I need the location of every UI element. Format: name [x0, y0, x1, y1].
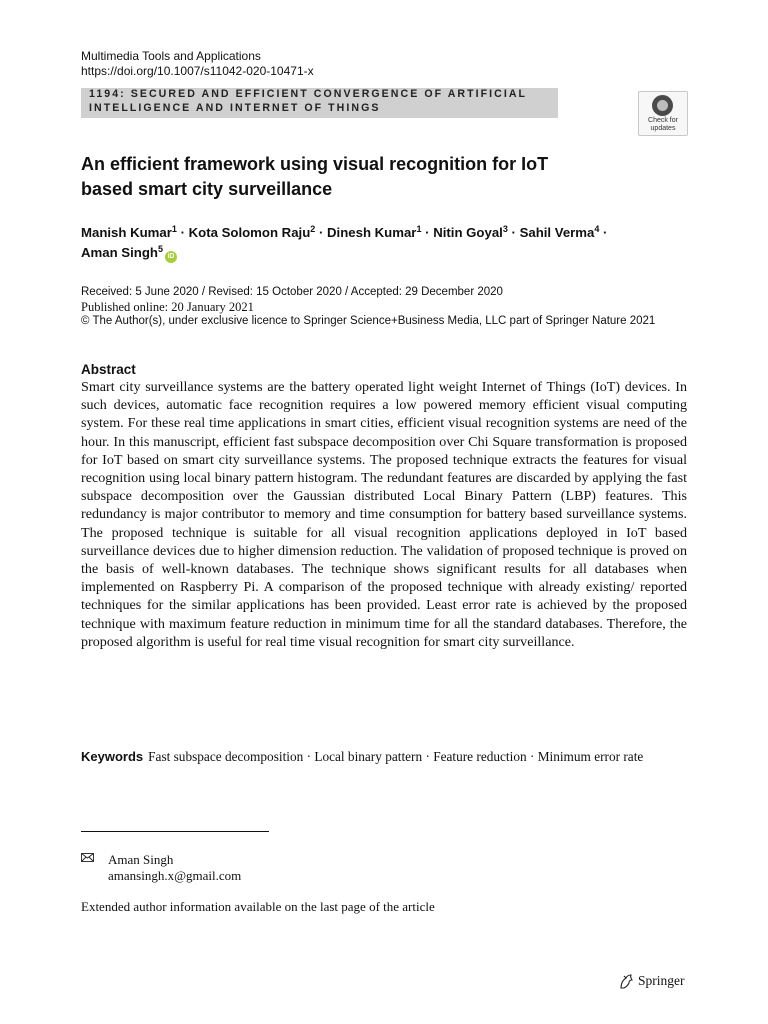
author-separator: · — [425, 225, 430, 240]
journal-name: Multimedia Tools and Applications — [81, 49, 261, 63]
springer-horse-icon — [618, 973, 635, 990]
affiliation-number: 3 — [502, 224, 508, 234]
author-name[interactable]: Manish Kumar — [81, 225, 172, 240]
abstract-heading: Abstract — [81, 362, 136, 377]
corresponding-author-email[interactable]: amansingh.x@gmail.com — [108, 868, 242, 883]
affiliation-number: 2 — [310, 224, 316, 234]
affiliation-number: 1 — [416, 224, 422, 234]
doi-link[interactable]: https://doi.org/10.1007/s11042-020-10471-x — [81, 64, 314, 78]
footnote-divider — [81, 831, 269, 832]
topical-collection-banner — [81, 88, 558, 118]
journal-header — [81, 49, 314, 79]
published-date: Published online: 20 January 2021 — [81, 300, 254, 314]
affiliation-number: 5 — [157, 244, 163, 254]
author-name[interactable]: Nitin Goyal — [433, 225, 503, 240]
author-separator: · — [603, 225, 608, 240]
check-updates-icon — [652, 95, 673, 116]
check-label-2: updates — [650, 124, 676, 132]
affiliation-number: 4 — [594, 224, 600, 234]
author-separator: · — [318, 225, 324, 240]
author-list — [81, 223, 721, 263]
article-title — [81, 152, 641, 202]
abstract-text: Smart city surveillance systems are the battery operated light weight Internet of Things (IoT) devices. In such devices, automatic face recognition requires a low powered memory efficient visual computing system. For these real time applications in smart cities, efficient visual recognition systems are need of the hour. In this manuscript, efficient fast subspace decomposition over Chi Square transformation is proposed for IoT based on smart city surveillance systems. The proposed technique extracts the features for visual recognition using local binary pattern histogram. The redundant features are discarded by applying the fast subspace decomposition over the Gaussian distributed Local Binary Pattern (LBP) features. This redundancy is major contributor to memory and time consumption for battery based surveillance systems. The proposed technique is suitable for all visual recognition applications deployed in IoT based surveillance devices due to higher dimension reduction. The validation of proposed technique is proved on the basis of well-known databases. The technique shows significant results for all databases when implemented on Raspberry Pi. A comparison of the proposed technique with already existing/ reported techniques for the similar applications has been provided. Least error rate is achieved by the proposed technique with maximum feature reduction in minimum time for all the standard databases. Therefore, the proposed algorithm is useful for real time visual recognition for smart city surveillance. — [81, 379, 687, 650]
keywords-label: Keywords — [81, 749, 144, 764]
author-separator: · — [180, 225, 185, 240]
article-dates: Received: 5 June 2020 / Revised: 15 October 2020 / Accepted: 29 December 2020 — [81, 286, 503, 298]
title-line-1: An efficient framework using visual recognition for IoT — [81, 154, 549, 174]
corresponding-author-name: Aman Singh — [108, 852, 174, 867]
author-name[interactable]: Dinesh Kumar — [327, 225, 417, 240]
author-name[interactable]: Sahil Verma — [519, 225, 595, 240]
orcid-icon[interactable]: iD — [165, 251, 177, 263]
title-line-2: based smart city surveillance — [81, 179, 333, 199]
banner-line-1: 1194: SECURED AND EFFICIENT CONVERGENCE OF ARTIFICIAL — [89, 88, 528, 100]
extended-author-info: Extended author information available on the last page of the article — [81, 899, 435, 914]
publisher-name: Springer — [638, 973, 685, 988]
copyright-notice: © The Author(s), under exclusive licence to Springer Science+Business Media, LLC part of Springer Nature 2021 — [81, 315, 656, 327]
check-for-updates-badge[interactable] — [638, 91, 688, 136]
keywords-section — [81, 747, 687, 766]
author-separator: · — [511, 225, 516, 240]
author-name[interactable]: Kota Solomon Raju — [188, 225, 311, 240]
banner-line-2: INTELLIGENCE AND INTERNET OF THINGS — [89, 101, 381, 114]
keywords-list: Fast subspace decomposition · Local binary pattern · Feature reduction · Minimum error rate — [148, 749, 644, 764]
affiliation-number: 1 — [171, 224, 177, 234]
springer-logo — [618, 972, 685, 990]
envelope-icon — [81, 853, 94, 862]
check-label-1: Check for — [648, 117, 678, 124]
author-name[interactable]: Aman Singh — [81, 245, 158, 260]
